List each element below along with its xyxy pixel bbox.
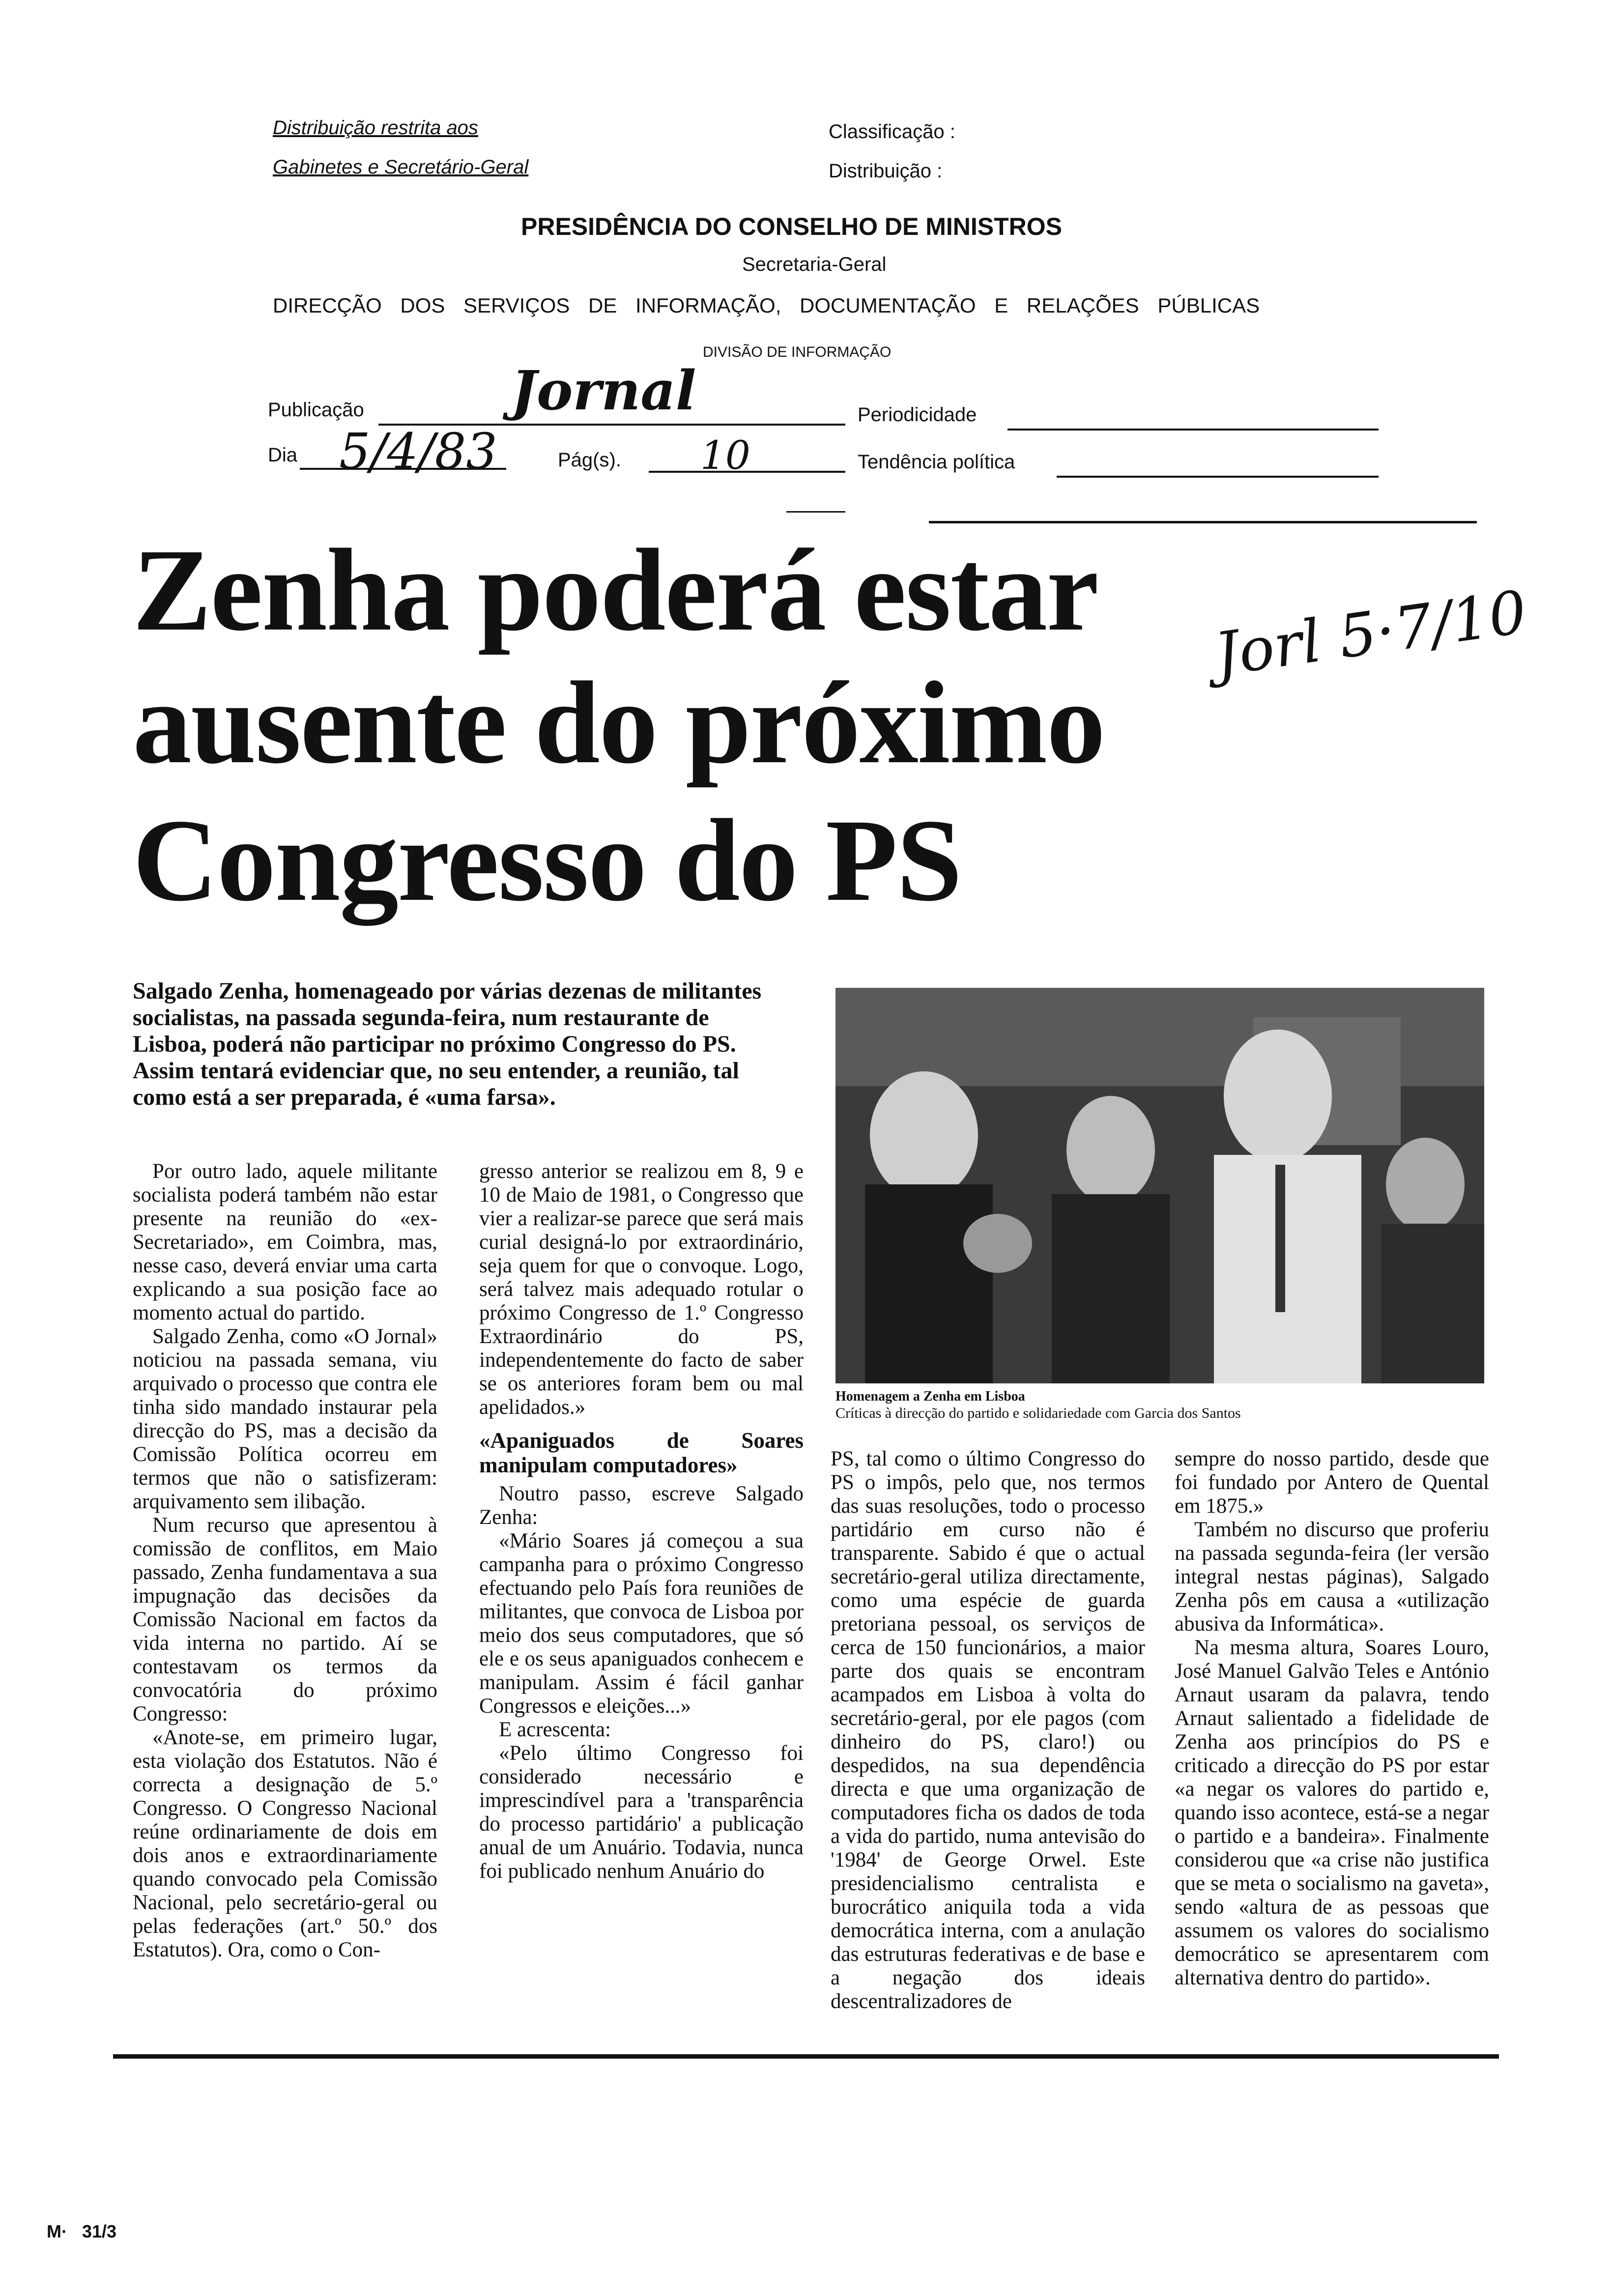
- column-1: [133, 1160, 437, 1962]
- restricted-line-1: Distribuição restrita aos: [273, 117, 478, 139]
- distribuicao-label: Distribuição :: [829, 160, 943, 182]
- col2-para-5: «Pelo último Congresso foi considerado necessário e imprescindível para a 'transparência do processo partidário' a publicação anual de um Anuário. Todavia, nunca foi publicado nenhum Anuário do: [479, 1742, 804, 1883]
- column-2: [479, 1160, 804, 1883]
- handwritten-note: Jorl 5·7/10: [1210, 578, 1531, 689]
- article-lead: Salgado Zenha, homenageado por várias dezenas de militantes socialistas, na passada segunda-feira, num restaurante de Lisboa, poderá não participar no próximo Congresso do PS. Assim tentará evidenciar que, no seu entender, a reunião, tal como está a ser preparada, é «uma farsa».: [133, 978, 762, 1110]
- bottom-rule: [113, 2054, 1499, 2059]
- direccao-title: DIRECÇÃO DOS SERVIÇOS DE INFORMAÇÃO, DOCUMENTAÇÃO E RELAÇÕES PÚBLICAS: [273, 294, 1260, 317]
- periodicidade-label: Periodicidade: [858, 404, 977, 426]
- divisao-informacao: DIVISÃO DE INFORMAÇÃO: [703, 344, 892, 360]
- pags-value: 10: [700, 432, 750, 478]
- col2-para-1: gresso anterior se realizou em 8, 9 e 10 de Maio de 1981, o Congresso que vier a realizar-se parece que será mais curial designá-lo por extraordinário, seja quem for que o convoque. Logo, será talvez mais adequado rotular o próximo Congresso de 1.º Congresso Extraordinário do PS, independentemente do facto de saber se os anteriores foram bem ou mal apelidados.»: [479, 1160, 804, 1419]
- photo-illustration: [835, 988, 1484, 1383]
- col2-para-3: «Mário Soares já começou a sua campanha para o próximo Congresso efectuando pelo País fora reuniões de militantes, que convoca de Lisboa por meio dos seus computadores, que só ele e os seus apaniguados conhecem e manipulam. Assim é fácil ganhar Congressos e eleições...»: [479, 1529, 804, 1718]
- col4-para-3: Na mesma altura, Soares Louro, José Manuel Galvão Teles e António Arnaut usaram da palavra, tendo Arnaut salientado a fidelidade de Zenha aos princípios do PS e criticado a direcção do PS por estar «a negar os valores do partido e, quando isso acontece, está-se a negar o partido e a bandeira». Finalmente considerou que «a crise não justifica que se meta o socialismo na gaveta», sendo «altura de as pessoas que assumem os valores do socialismo democrático se apresentarem com alternativa dentro do partido».: [1175, 1636, 1489, 1989]
- col1-para-3: Num recurso que apresentou à comissão de conflitos, em Maio passado, Zenha fundamentava a sua impugnação das decisões da Comissão Nacional em factos da vida interna no partido. Aí se contestavam os termos da convocatória do próximo Congresso:: [133, 1514, 437, 1725]
- tendencia-label: Tendência política: [858, 451, 1015, 473]
- column-3: [831, 1447, 1145, 2013]
- publicacao-value: Jornal: [511, 359, 696, 422]
- dia-label: Dia: [268, 444, 298, 466]
- headline-line-2: ausente do próximo: [133, 657, 1105, 788]
- headline-line-3: Congresso do PS: [133, 795, 961, 925]
- pags-label: Pág(s).: [558, 449, 621, 471]
- col4-para-2: Também no discurso que proferiu na passada segunda-feira (ler versão integral nestas páginas), Salgado Zenha pôs em causa a «utilização abusiva da Informática».: [1175, 1518, 1489, 1636]
- article-photo: [835, 988, 1484, 1383]
- col4-para-1: sempre do nosso partido, desde que foi fundado por Antero de Quental em 1875.»: [1175, 1447, 1489, 1518]
- col1-para-2: Salgado Zenha, como «O Jornal» noticiou na passada semana, viu arquivado o processo que contra ele tinha sido mandado instaurar pela direcção do PS, mas a decisão da Comissão Política ocorreu em termos que não o satisfizeram: arquivamento sem ilibação.: [133, 1325, 437, 1513]
- column-4: [1175, 1447, 1489, 1990]
- section-subhead: «Apaniguados de Soares manipulam computadores»: [479, 1428, 804, 1477]
- col1-para-4: «Anote-se, em primeiro lugar, esta violação dos Estatutos. Não é correcta a designação de 5.º Congresso. O Congresso Nacional reúne ordinariamente de dois em dois anos e extraordinariamente quando convocado pela Comissão Nacional, pelo secretário-geral ou pelas federações (art.º 50.º dos Estatutos). Ora, como o Con-: [133, 1726, 437, 1961]
- col2-para-2: Noutro passo, escreve Salgado Zenha:: [479, 1482, 804, 1529]
- secretaria-geral: Secretaria-Geral: [742, 254, 887, 275]
- restricted-line-2: Gabinetes e Secretário-Geral: [273, 156, 529, 178]
- col1-para-1: Por outro lado, aquele militante socialista poderá também não estar presente na reunião do «ex-Secretariado», em Coimbra, mas, nesse caso, deverá enviar uma carta explicando a sua posição face ao momento actual do partido.: [133, 1160, 437, 1324]
- photo-caption-text: Críticas à direcção do partido e solidariedade com Garcia dos Santos: [835, 1405, 1241, 1421]
- col3-para-1: PS, tal como o último Congresso do PS o impôs, pelo que, nos termos das suas resoluções, todo o processo partidário em curso não é transparente. Sabido é que o actual secretário-geral utiliza directamente, como uma espécie de guarda pretoriana pessoal, os serviços de cerca de 150 funcionários, a maior parte dos quais se encontram acampados em Lisboa à volta do secretário-geral, por ele pagos (com dinheiro do PS, claro!) ou despedidos, na sua dependência directa e que uma organização de computadores ficha os dados de toda a vida do partido, numa antevisão do '1984' de George Orwel. Este presidencialismo centralista e burocrático aniquila toda a vida democrática interna, com a anulação das estruturas federativas e de base e a negação dos ideais descentralizadores de: [831, 1447, 1145, 2013]
- footer-code: M· 31/3: [47, 2221, 117, 2241]
- top-rule: [929, 521, 1477, 523]
- dia-value: 5/4/83: [339, 423, 497, 480]
- short-rule: [786, 511, 845, 513]
- photo-caption-title: Homenagem a Zenha em Lisboa: [835, 1389, 1025, 1404]
- headline-line-1: Zenha poderá estar: [133, 524, 1098, 655]
- classificacao-label: Classificação :: [829, 121, 955, 143]
- col2-para-4: E acrescenta:: [499, 1718, 611, 1741]
- presidencia-title: PRESIDÊNCIA DO CONSELHO DE MINISTROS: [521, 213, 1063, 240]
- publicacao-label: Publicação: [268, 399, 364, 421]
